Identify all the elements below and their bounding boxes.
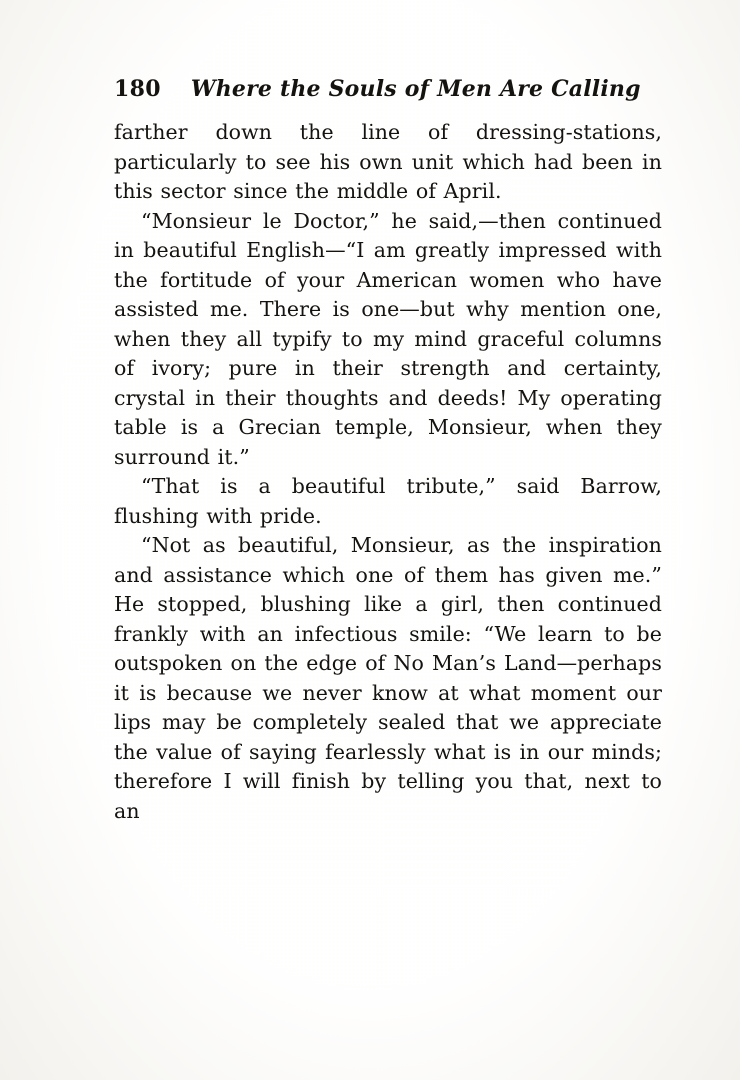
page-number: 180 <box>114 76 161 102</box>
paragraph: farther down the line of dressing-stations, particularly to see his own unit which had been in this sector since the middle of April. <box>114 120 662 203</box>
paragraph: “That is a beautiful tribute,” said Barrow, flushing with pride. <box>114 474 662 528</box>
running-header <box>114 76 662 102</box>
body-text <box>114 118 662 826</box>
paragraph: “Not as beautiful, Monsieur, as the inspiration and assistance which one of them has given me.” He stopped, blushing like a girl, then continued frankly with an infectious smile: “We learn to be outspoken on the edge of No Man’s Land—perhaps it is because we never know at what moment our lips may be completely sealed that we appreciate the value of saying fearlessly what is in our minds; therefore I will finish by telling you that, next to an <box>114 533 662 823</box>
running-title: Where the Souls of Men Are Calling <box>190 76 641 102</box>
paragraph: “Monsieur le Doctor,” he said,—then continued in beautiful English—“I am greatly impressed with the fortitude of your American women who have assisted me. There is one—but why mention one, when they all typify to my mind graceful columns of ivory; pure in their strength and certainty, crystal in their thoughts and deeds! My operating table is a Grecian temple, Monsieur, when they surround it.” <box>114 208 662 469</box>
text-block <box>114 76 662 826</box>
